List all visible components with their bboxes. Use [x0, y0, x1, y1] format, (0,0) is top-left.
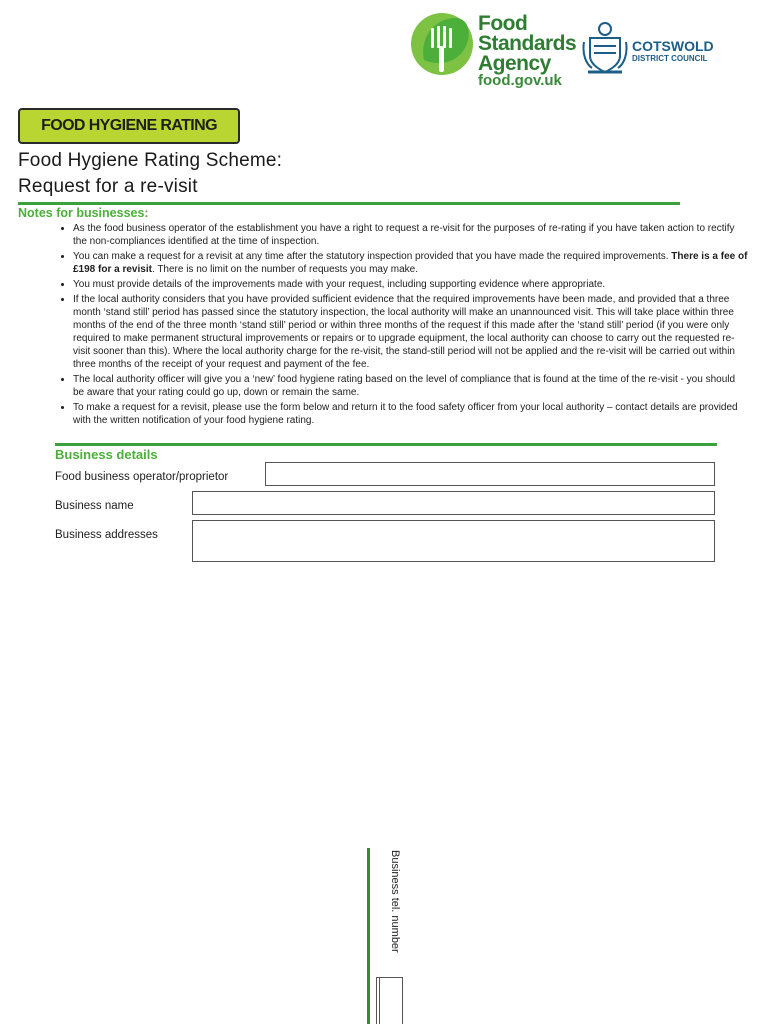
fsa-wordmark	[478, 14, 576, 74]
note-item: • You must provide details of the improvements made with your request, including supporting evidence where appropriate.	[73, 278, 748, 291]
vertical-divider	[367, 848, 370, 1024]
business-divider	[55, 443, 717, 446]
note-item: • If the local authority considers that you have provided sufficient evidence that the required improvements have been made, and provided that a three month ‘stand still’ period has passed since the statutory inspection, the local authority will make an unannounced visit. This will take place within three months of the end of the three month ‘stand still’ period or within three months of the request if this made after the ‘stand still’ period (if you were only required to make permanent structural improvements or repairs or to upgrade equipment, the local authority can choose to carry out the requested re-visit sooner than this). Where the local authority charge for the re-visit, the stand-still period will not be applied and the re-visit will be carried out within three months of the receipt of your request and payment of the fee.	[73, 293, 748, 371]
food-hygiene-rating-badge: FOOD HYGIENE RATING	[18, 108, 240, 144]
note-text: You can make a request for a revisit at any time after the statutory inspection provided that you have made the required improvements.	[73, 251, 672, 262]
fsa-line-1: Food	[478, 12, 528, 35]
notes-heading: Notes for businesses:	[18, 206, 149, 220]
tel-label-wrapper	[372, 850, 402, 970]
note-item: • As the food business operator of the establishment you have a right to request a re-visit for the purposes of re-rating if you have taken action to rectify the non-compliances identified at the time of inspection.	[73, 222, 748, 248]
fsa-line-2: Standards	[478, 32, 577, 55]
title-line-1: Food Hygiene Rating Scheme:	[18, 150, 283, 171]
note-item: • To make a request for a revisit, please use the form below and return it to the food safety officer from your local authority – contact details are provided with the written notification of your food hygiene rating.	[73, 401, 748, 427]
page-title	[18, 148, 282, 200]
business-tel-label: Business tel. number	[389, 850, 401, 953]
fork-leaf-icon	[410, 12, 474, 76]
operator-field[interactable]	[265, 462, 715, 486]
title-line-2: Request for a re-visit	[18, 176, 198, 197]
fsa-logo	[410, 12, 577, 92]
tel-field-divider	[379, 977, 380, 1024]
business-heading: Business details	[55, 447, 158, 462]
fsa-url: food.gov.uk	[478, 72, 562, 89]
business-name-label: Business name	[55, 500, 134, 512]
business-address-label: Business addresses	[55, 529, 158, 541]
note-item: • The local authority officer will give you a ‘new’ food hygiene rating based on the level of compliance that is found at the time of the re-visit - you should be aware that your rating could go up, down or remain the same.	[73, 373, 748, 399]
business-address-field[interactable]	[192, 520, 715, 562]
note-fee: There is a fee of £198 for a revisit	[73, 251, 748, 275]
council-crest-icon	[582, 20, 628, 76]
title-divider	[18, 202, 680, 205]
notes-list	[55, 222, 748, 429]
business-name-field[interactable]	[192, 491, 715, 515]
council-subtitle: DISTRICT COUNCIL	[632, 54, 708, 63]
note-item	[73, 250, 748, 276]
fsa-line-3: Agency	[478, 52, 551, 75]
note-text: . There is no limit on the number of requests you may make.	[151, 264, 418, 275]
operator-label: Food business operator/proprietor	[55, 471, 229, 483]
council-name: COTSWOLD	[632, 38, 714, 54]
business-tel-field[interactable]	[376, 977, 403, 1024]
council-logo	[582, 20, 732, 80]
